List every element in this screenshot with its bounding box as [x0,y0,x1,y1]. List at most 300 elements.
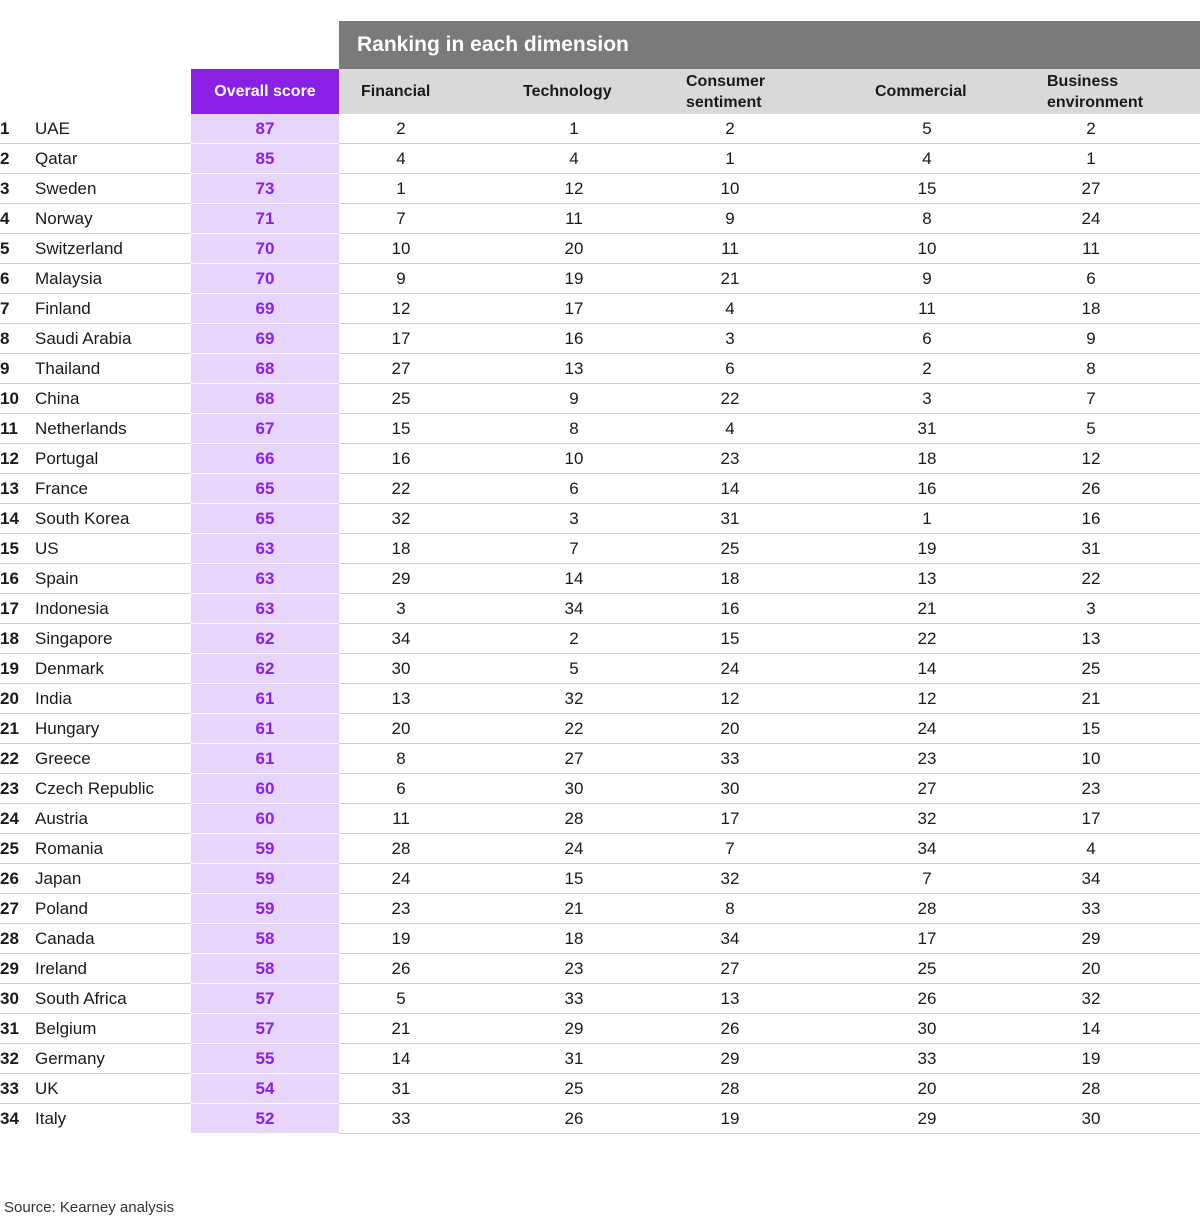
score-cell: 61 [255,719,275,738]
table-row [0,204,1200,234]
dimension-rank-cell: 13 [391,689,411,708]
rank-cell: 31 [0,1019,19,1038]
dimension-rank-cell: 28 [720,1079,740,1098]
dimension-rank-cell: 27 [564,749,584,768]
dimension-rank-cell: 7 [725,839,735,858]
dimension-rank-cell: 26 [1081,479,1101,498]
score-cell: 55 [255,1049,275,1068]
dimension-rank-cell: 30 [720,779,740,798]
rank-cell: 5 [0,239,10,258]
table-row [0,474,1200,504]
table-row [0,294,1200,324]
rank-cell: 2 [0,149,10,168]
dimension-rank-cell: 18 [391,539,411,558]
score-cell: 52 [255,1109,275,1128]
dimension-rank-cell: 27 [720,959,740,978]
dimension-rank-cell: 19 [1081,1049,1101,1068]
dimension-rank-cell: 17 [720,809,740,828]
dimension-header-line: Financial [361,83,431,100]
table-row [0,564,1200,594]
dimension-header-line: sentiment [686,93,762,111]
dimension-rank-cell: 21 [564,899,584,918]
score-cell: 69 [255,299,275,318]
dimension-rank-cell: 15 [720,629,740,648]
dimension-rank-cell: 34 [917,839,937,858]
rank-cell: 21 [0,719,19,738]
dimension-rank-cell: 11 [392,809,410,828]
country-cell: Qatar [35,149,78,168]
dimension-rank-cell: 13 [1081,629,1101,648]
dimension-rank-cell: 11 [1082,239,1100,258]
dimension-rank-cell: 26 [391,959,411,978]
dimension-rank-cell: 17 [564,299,584,318]
dimension-rank-cell: 28 [564,809,584,828]
rank-cell: 13 [0,479,19,498]
table-row [0,1014,1200,1044]
score-cell: 61 [255,689,275,708]
dimension-rank-cell: 5 [1086,419,1096,438]
score-cell: 59 [255,839,275,858]
dimension-rank-cell: 1 [569,119,579,138]
table-row [0,924,1200,954]
score-cell: 59 [255,869,275,888]
score-cell: 68 [255,389,275,408]
dimension-rank-cell: 4 [396,149,406,168]
dimension-rank-cell: 10 [564,449,584,468]
dimension-rank-cell: 16 [1081,509,1101,528]
dimension-rank-cell: 25 [917,959,937,978]
dimension-rank-cell: 9 [922,269,932,288]
dimension-rank-cell: 2 [725,119,735,138]
dimension-rank-cell: 6 [569,479,579,498]
dimension-rank-cell: 23 [1081,779,1101,798]
score-cell: 61 [255,749,275,768]
dimension-rank-cell: 31 [391,1079,411,1098]
dimension-rank-cell: 7 [569,539,579,558]
score-cell: 58 [255,959,275,978]
table-row [0,354,1200,384]
dimension-rank-cell: 8 [725,899,735,918]
dimension-rank-cell: 12 [391,299,411,318]
country-cell: Germany [35,1049,105,1068]
rank-cell: 4 [0,209,10,228]
dimension-rank-cell: 9 [396,269,406,288]
dimension-rank-cell: 6 [1086,269,1096,288]
dimension-rank-cell: 22 [917,629,937,648]
dimension-rank-cell: 14 [1081,1019,1101,1038]
dimension-rank-cell: 1 [396,179,406,198]
rank-cell: 10 [0,389,19,408]
dimension-rank-cell: 7 [1086,389,1096,408]
dimension-rank-cell: 20 [917,1079,937,1098]
table-row [0,834,1200,864]
dimension-rank-cell: 5 [569,659,579,678]
country-cell: US [35,539,59,558]
dimension-rank-cell: 29 [564,1019,584,1038]
dimension-rank-cell: 8 [569,419,579,438]
dimension-rank-cell: 13 [564,359,584,378]
dimension-rank-cell: 33 [391,1109,411,1128]
rank-cell: 17 [0,599,19,618]
dimension-rank-cell: 5 [922,119,932,138]
score-cell: 87 [255,119,275,138]
score-cell: 58 [255,929,275,948]
dimension-rank-cell: 23 [917,749,937,768]
dimension-rank-cell: 29 [391,569,411,588]
rank-cell: 14 [0,509,19,528]
dimension-rank-cell: 33 [720,749,740,768]
dimension-rank-cell: 33 [564,989,584,1008]
dimension-header-1 [523,69,612,114]
dimension-rank-cell: 19 [917,539,937,558]
dimension-rank-cell: 21 [391,1019,411,1038]
dimension-rank-cell: 21 [720,269,740,288]
dimension-rank-cell: 27 [1081,179,1101,198]
dimension-rank-cell: 20 [720,719,740,738]
country-cell: South Africa [35,989,127,1008]
dimension-rank-cell: 34 [564,599,584,618]
dimension-rank-cell: 8 [922,209,932,228]
rank-cell: 1 [0,119,10,138]
dimension-rank-cell: 30 [917,1019,937,1038]
country-cell: Finland [35,299,91,318]
dimension-rank-cell: 4 [1086,839,1096,858]
table-row [0,1104,1200,1134]
rank-cell: 6 [0,269,10,288]
dimension-rank-cell: 28 [1081,1079,1101,1098]
country-cell: Czech Republic [35,779,155,798]
dimension-rank-cell: 15 [1081,719,1101,738]
rank-cell: 34 [0,1109,19,1128]
dimension-rank-cell: 32 [564,689,584,708]
dimension-rank-cell: 33 [1081,899,1101,918]
country-cell: Ireland [35,959,87,978]
rank-cell: 18 [0,629,19,648]
country-cell: Indonesia [35,599,109,618]
dimension-rank-cell: 11 [565,209,583,228]
score-cell: 60 [255,809,275,828]
dimension-rank-cell: 24 [1081,209,1101,228]
table-row [0,714,1200,744]
table-row [0,954,1200,984]
dimension-rank-cell: 10 [1081,749,1101,768]
table-row [0,984,1200,1014]
dimension-rank-cell: 23 [720,449,740,468]
dimension-rank-cell: 8 [1086,359,1096,378]
country-cell: Denmark [35,659,104,678]
score-cell: 57 [255,989,275,1008]
rank-cell: 23 [0,779,19,798]
row-divider [339,1133,1200,1134]
score-cell: 67 [255,419,275,438]
rank-cell: 7 [0,299,10,318]
dimension-rank-cell: 23 [391,899,411,918]
dimension-rank-cell: 21 [1081,689,1101,708]
dimension-header-line: Consumer [686,72,766,90]
table-row [0,384,1200,414]
table-row [0,264,1200,294]
dimension-rank-cell: 1 [922,509,932,528]
dimension-rank-cell: 1 [1086,149,1096,168]
country-cell: South Korea [35,509,130,528]
country-cell: Canada [35,929,95,948]
rank-cell: 8 [0,329,10,348]
dimension-rank-cell: 29 [917,1109,937,1128]
dimension-rank-cell: 16 [391,449,411,468]
table-row [0,894,1200,924]
dimension-rank-cell: 9 [569,389,579,408]
table-row [0,774,1200,804]
dimension-rank-cell: 13 [917,569,937,588]
dimension-rank-cell: 26 [564,1109,584,1128]
rank-cell: 3 [0,179,10,198]
dimension-rank-cell: 7 [922,869,932,888]
dimension-rank-cell: 29 [1081,929,1101,948]
country-cell: China [35,389,80,408]
dimension-rank-cell: 17 [1081,809,1101,828]
dimension-rank-cell: 32 [1081,989,1101,1008]
table-row [0,684,1200,714]
rank-cell: 24 [0,809,19,828]
dimension-rank-cell: 17 [391,329,411,348]
dimension-rank-cell: 1 [725,149,735,168]
table-row [0,114,1200,144]
country-cell: Saudi Arabia [35,329,132,348]
dimension-rank-cell: 32 [720,869,740,888]
dimension-rank-cell: 24 [564,839,584,858]
dimension-rank-cell: 27 [391,359,411,378]
score-cell: 68 [255,359,275,378]
dimension-rank-cell: 8 [396,749,406,768]
rank-cell: 29 [0,959,19,978]
dimension-rank-cell: 31 [564,1049,584,1068]
dimension-rank-cell: 12 [720,689,740,708]
dimension-rank-cell: 3 [396,599,406,618]
dimension-rank-cell: 26 [720,1019,740,1038]
country-cell: UK [35,1079,59,1098]
rank-cell: 33 [0,1079,19,1098]
rank-cell: 22 [0,749,19,768]
table-row [0,144,1200,174]
dimension-rank-cell: 20 [1081,959,1101,978]
dimension-rank-cell: 6 [725,359,735,378]
score-cell: 66 [255,449,275,468]
rank-cell: 26 [0,869,19,888]
dimension-rank-cell: 15 [391,419,411,438]
dimension-rank-cell: 3 [569,509,579,528]
country-cell: India [35,689,72,708]
country-cell: Malaysia [35,269,103,288]
group-header: Ranking in each dimension [339,21,1200,69]
table-row [0,414,1200,444]
dimension-rank-cell: 23 [564,959,584,978]
rank-cell: 25 [0,839,19,858]
score-cell: 63 [255,599,275,618]
dimension-rank-cell: 10 [391,239,411,258]
dimension-rank-cell: 12 [917,689,937,708]
score-cell: 71 [255,209,275,228]
dimension-rank-cell: 25 [391,389,411,408]
dimension-rank-cell: 15 [564,869,584,888]
dimension-rank-cell: 29 [720,1049,740,1068]
dimension-rank-cell: 19 [720,1109,740,1128]
rank-cell: 19 [0,659,19,678]
dimension-rank-cell: 6 [922,329,932,348]
dimension-rank-cell: 14 [391,1049,411,1068]
rank-cell: 16 [0,569,19,588]
dimension-rank-cell: 9 [725,209,735,228]
country-cell: France [35,479,88,498]
rank-cell: 28 [0,929,19,948]
score-cell: 54 [255,1079,275,1098]
dimension-rank-cell: 30 [391,659,411,678]
dimension-rank-cell: 32 [391,509,411,528]
score-header: Overall score [191,69,339,114]
rank-cell: 9 [0,359,10,378]
dimension-rank-cell: 33 [917,1049,937,1068]
country-cell: Switzerland [35,239,123,258]
dimension-rank-cell: 13 [720,989,740,1008]
dimension-header-2 [686,69,765,114]
table-row [0,804,1200,834]
score-cell: 59 [255,899,275,918]
score-cell: 73 [255,179,275,198]
score-cell: 63 [255,539,275,558]
country-cell: Thailand [35,359,101,378]
dimension-rank-cell: 24 [720,659,740,678]
dimension-rank-cell: 21 [917,599,937,618]
dimension-rank-cell: 4 [569,149,579,168]
dimension-rank-cell: 4 [725,419,735,438]
dimension-rank-cell: 22 [564,719,584,738]
dimension-rank-cell: 18 [1081,299,1101,318]
score-cell: 63 [255,569,275,588]
dimension-rank-cell: 5 [396,989,406,1008]
dimension-rank-cell: 26 [917,989,937,1008]
dimension-rank-cell: 2 [396,119,406,138]
dimension-rank-cell: 2 [569,629,579,648]
score-cell: 85 [255,149,275,168]
dimension-header-4 [1047,69,1143,114]
dimension-rank-cell: 10 [917,239,937,258]
country-cell: Norway [35,209,93,228]
country-cell: Romania [35,839,104,858]
dimension-rank-cell: 34 [391,629,411,648]
country-cell: Sweden [35,179,97,198]
dimension-rank-cell: 30 [1081,1109,1101,1128]
dimension-rank-cell: 19 [564,269,584,288]
dimension-rank-cell: 4 [922,149,932,168]
dimension-rank-cell: 22 [391,479,411,498]
table-row [0,744,1200,774]
dimension-rank-cell: 22 [1081,569,1101,588]
dimension-rank-cell: 31 [720,509,740,528]
dimension-rank-cell: 34 [1081,869,1101,888]
dimension-rank-cell: 25 [564,1079,584,1098]
dimension-rank-cell: 19 [391,929,411,948]
dimension-rank-cell: 3 [1086,599,1096,618]
rank-cell: 20 [0,689,19,708]
dimension-rank-cell: 9 [1086,329,1096,348]
dimension-rank-cell: 6 [396,779,406,798]
country-cell: Japan [35,869,82,888]
dimension-rank-cell: 14 [564,569,584,588]
table-row [0,624,1200,654]
score-cell: 70 [255,269,275,288]
country-cell: Poland [35,899,88,918]
score-cell: 70 [255,239,275,258]
dimension-rank-cell: 17 [917,929,937,948]
country-cell: Austria [35,809,88,828]
dimension-rank-cell: 27 [917,779,937,798]
dimension-rank-cell: 32 [917,809,937,828]
country-cell: Greece [35,749,91,768]
table-row [0,174,1200,204]
rank-cell: 32 [0,1049,19,1068]
dimension-rank-cell: 20 [564,239,584,258]
dimension-rank-cell: 16 [917,479,937,498]
score-cell: 62 [255,659,275,678]
dimension-rank-cell: 3 [922,389,932,408]
dimension-rank-cell: 15 [917,179,937,198]
country-cell: Spain [35,569,79,588]
dimension-rank-cell: 16 [720,599,740,618]
dimension-rank-cell: 28 [917,899,937,918]
dimension-rank-cell: 18 [564,929,584,948]
dimension-rank-cell: 14 [917,659,937,678]
dimension-rank-cell: 24 [391,869,411,888]
score-cell: 65 [255,479,275,498]
score-cell: 69 [255,329,275,348]
table-row [0,324,1200,354]
score-cell: 62 [255,629,275,648]
rank-cell: 12 [0,449,19,468]
score-cell: 57 [255,1019,275,1038]
dimension-rank-cell: 18 [720,569,740,588]
dimension-header-3 [875,69,967,114]
dimension-header-0 [361,69,430,114]
dimension-rank-cell: 4 [725,299,735,318]
dimension-rank-cell: 11 [918,299,936,318]
table-row [0,1074,1200,1104]
dimension-rank-cell: 16 [564,329,584,348]
country-cell: Belgium [35,1019,97,1038]
rank-cell: 15 [0,539,19,558]
rank-cell: 30 [0,989,19,1008]
table-row [0,444,1200,474]
dimension-rank-cell: 31 [1081,539,1101,558]
dimension-rank-cell: 34 [720,929,740,948]
country-cell: Singapore [35,629,113,648]
dimension-rank-cell: 24 [917,719,937,738]
dimension-rank-cell: 22 [720,389,740,408]
country-cell: UAE [35,119,70,138]
dimension-rank-cell: 3 [725,329,735,348]
source-note: Source: Kearney analysis [4,1199,175,1216]
country-cell: Netherlands [35,419,127,438]
rank-cell: 11 [0,419,18,438]
table-row [0,504,1200,534]
dimension-rank-cell: 12 [564,179,584,198]
dimension-header-line: Technology [523,83,612,100]
dimension-rank-cell: 11 [721,239,739,258]
score-cell: 60 [255,779,275,798]
table-row [0,594,1200,624]
table-row [0,534,1200,564]
country-cell: Hungary [35,719,100,738]
rank-cell: 27 [0,899,19,918]
dimension-rank-cell: 18 [917,449,937,468]
